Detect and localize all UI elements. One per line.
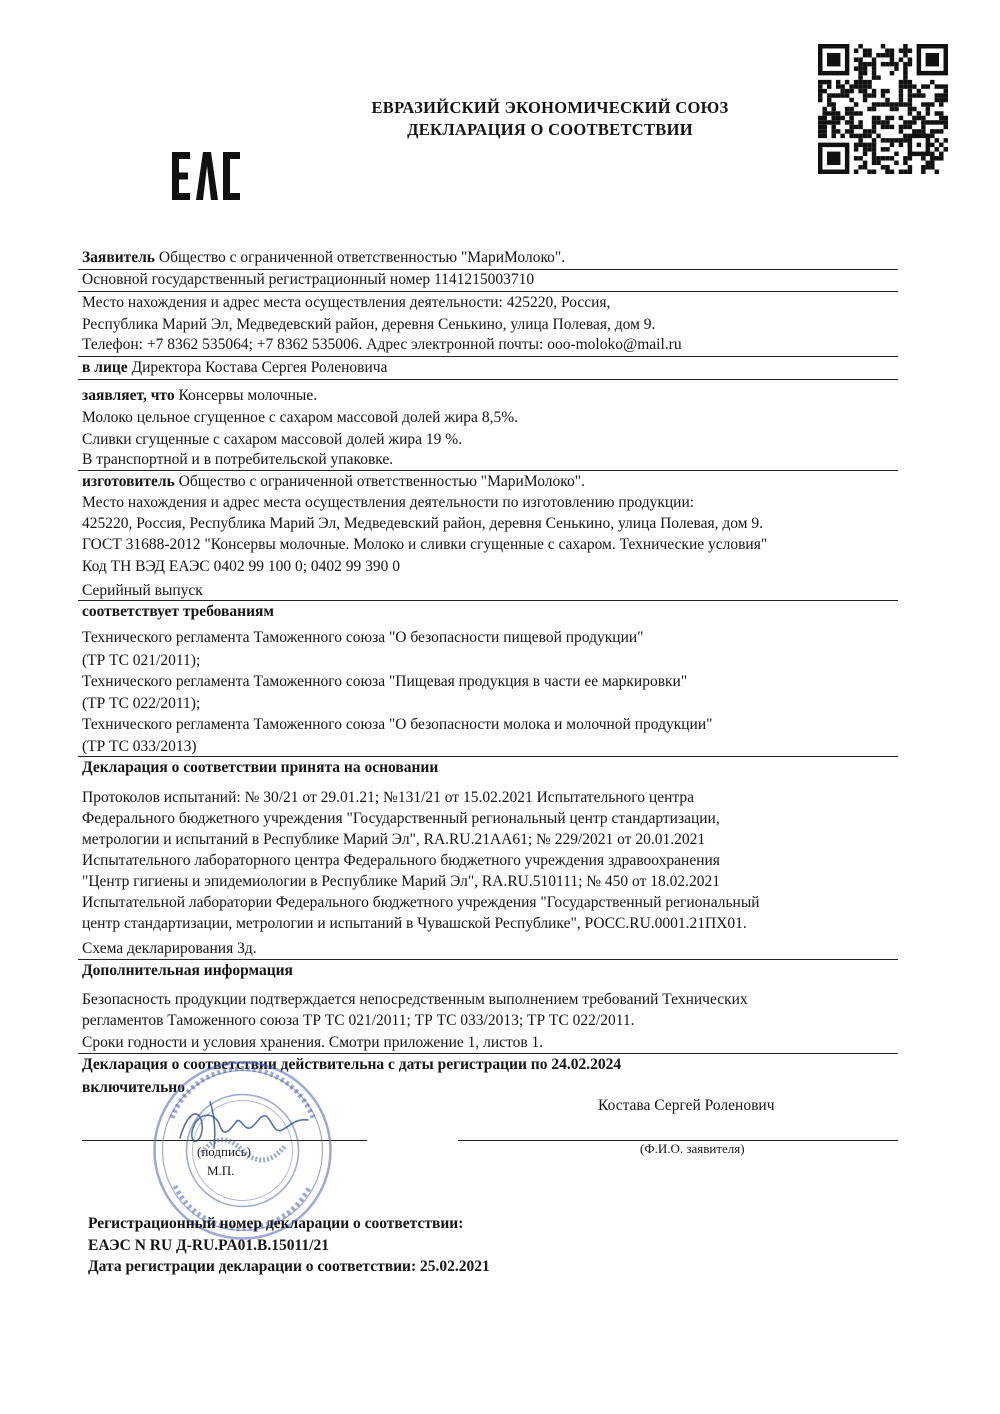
header-union: ЕВРАЗИЙСКИЙ ЭКОНОМИЧЕСКИЙ СОЮЗ [371, 98, 729, 117]
divider [78, 600, 898, 601]
additional-line-1: Безопасность продукции подтверждается непосредственным выполнением требований Технических [82, 991, 748, 1008]
basis-line-3: метрологии и испытаний в Республике Марий Эл", RA.RU.21AA61; № 229/2021 от 20.01.2021 [82, 831, 706, 848]
basis-label: Декларация о соответствии принята на основании [82, 759, 439, 776]
declares-label: заявляет, что [82, 387, 175, 404]
manufacturer-label: изготовитель [82, 473, 175, 490]
registration-number-label: Регистрационный номер декларации о соответствии: [88, 1215, 464, 1232]
divider [78, 379, 898, 380]
validity-line-1: Декларация о соответствии действительна с даты регистрации по 24.02.2024 [82, 1056, 622, 1073]
additional-label: Дополнительная информация [82, 962, 293, 979]
seal-mark: М.П. [207, 1163, 235, 1178]
product-packaging: В транспортной и в потребительской упаковке. [82, 451, 394, 468]
declares-line [82, 386, 317, 406]
declaration-scheme: Схема декларирования 3д. [82, 940, 257, 957]
complies-label: соответствует требованиям [82, 603, 274, 620]
fio-caption: (Ф.И.О. заявителя) [640, 1141, 745, 1156]
representative-label: в лице [82, 359, 128, 376]
header-declaration: ДЕКЛАРАЦИЯ О СООТВЕТСТВИИ [407, 120, 693, 139]
divider [78, 470, 898, 471]
basis-line-2: Федерального бюджетного учреждения "Государственный региональный центр стандартизации, [82, 810, 720, 827]
regulation-022: Технического регламента Таможенного союза "Пищевая продукция в части ее маркировки" [82, 673, 688, 690]
divider [78, 291, 898, 292]
manufacturer-address-2: 425220, Россия, Республика Марий Эл, Медведевский район, деревня Сенькино, улица Полевая, дом 9. [82, 515, 763, 532]
qr-code-icon [818, 44, 948, 174]
gost-standard: ГОСТ 31688-2012 "Консервы молочные. Молоко и сливки сгущенные с сахаром. Технические условия" [82, 536, 768, 553]
applicant-fio-value: Костава Сергей Роленович [598, 1097, 775, 1114]
regulation-022-code: (ТР ТС 022/2011); [82, 695, 201, 712]
regulation-033: Технического регламента Таможенного союза "О безопасности молока и молочной продукции" [82, 716, 713, 733]
regulation-033-code: (ТР ТС 033/2013) [82, 738, 197, 755]
basis-line-7: центр стандартизации, метрологии и испытаний в Чувашской Республике", РОСС.RU.0001.21ПХ01. [82, 915, 747, 932]
applicant-representative [82, 358, 387, 378]
product-cream: Сливки сгущенные с сахаром массовой долей жира 19 %. [82, 431, 463, 448]
applicant-ogrn: Основной государственный регистрационный номер 1141215003710 [82, 271, 535, 288]
signature-caption: (подпись) [197, 1144, 251, 1159]
basis-line-5: "Центр гигиены и эпидемиологии в Республике Марий Эл", RA.RU.510111; № 450 от 18.02.2021 [82, 873, 721, 890]
basis-line-1: Протоколов испытаний: № 30/21 от 29.01.21; №131/21 от 15.02.2021 Испытательного центра [82, 789, 694, 806]
basis-line-4: Испытательного лабораторного центра Федерального бюджетного учреждения здравоохранения [82, 852, 720, 869]
divider [78, 356, 898, 357]
basis-line-6: Испытательной лаборатории Федерального бюджетного учреждения "Государственный региональный [82, 894, 760, 911]
applicant-contacts: Телефон: +7 8362 535064; +7 8362 535006. Адрес электронной почты: ooo-moloko@mail.ru [82, 336, 682, 353]
manufacturer-line [82, 472, 585, 492]
applicant-line [82, 248, 565, 268]
divider [78, 1053, 898, 1054]
eac-logo-icon [170, 148, 242, 204]
serial-production: Серийный выпуск [82, 582, 203, 599]
applicant-address-2: Республика Марий Эл, Медведевский район, деревня Сенькино, улица Полевая, дом 9. [82, 316, 656, 333]
manufacturer-address-1: Место нахождения и адрес места осуществления деятельности по изготовлению продукции: [82, 494, 695, 511]
validity-line-2: включительно [82, 1079, 185, 1096]
declares-value: Консервы молочные. [178, 387, 318, 404]
applicant-address-1: Место нахождения и адрес места осуществления деятельности: 425220, Россия, [82, 294, 611, 311]
regulation-021: Технического регламента Таможенного союза "О безопасности пищевой продукции" [82, 629, 644, 646]
signature-icon [170, 1090, 320, 1160]
manufacturer-value: Общество с ограниченной ответственностью "МариМолоко". [178, 473, 585, 490]
product-milk: Молоко цельное сгущенное с сахаром массовой долей жира 8,5%. [82, 409, 518, 426]
tnved-code: Код ТН ВЭД ЕАЭС 0402 99 100 0; 0402 99 390 0 [82, 558, 401, 575]
registration-number: ЕАЭС N RU Д-RU.PA01.B.15011/21 [88, 1237, 329, 1254]
divider [78, 959, 898, 960]
regulation-021-code: (ТР ТС 021/2011); [82, 652, 201, 669]
additional-line-2: регламентов Таможенного союза ТР ТС 021/2011; ТР ТС 033/2013; ТР ТС 022/2011. [82, 1012, 635, 1029]
representative-value: Директора Костава Сергея Роленовича [131, 359, 388, 376]
registration-date: Дата регистрации декларации о соответствии: 25.02.2021 [88, 1258, 490, 1275]
divider [78, 756, 898, 757]
applicant-label: Заявитель [82, 249, 156, 266]
applicant-name: Общество с ограниченной ответственностью "МариМолоко". [158, 249, 566, 266]
additional-line-3: Сроки годности и условия хранения. Смотри приложение 1, листов 1. [82, 1034, 544, 1051]
